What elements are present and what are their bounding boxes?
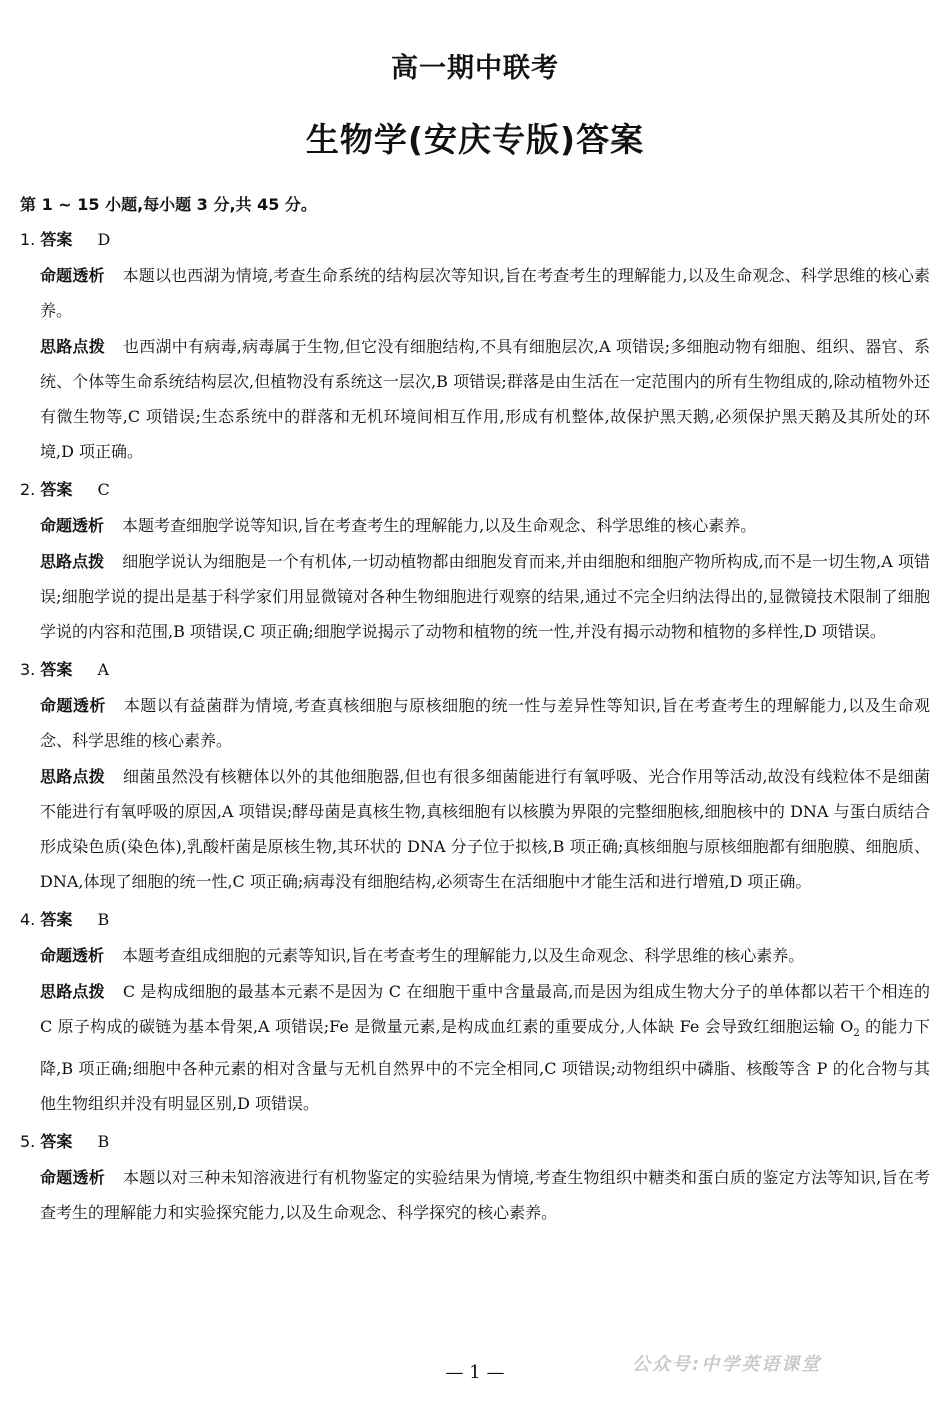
question-1-header (20, 227, 930, 250)
analysis-text-part-a: C 是构成细胞的最基本元素不是因为 C 在细胞干重中含量最高,而是因为组成生物大分子的单体都以若干个相连的 C 原子构成的碳链为基本骨架,A 项错误;Fe 是微量元素,是构成血红素的重要成分,人体缺 Fe 会导致红细胞运输 O (40, 982, 930, 1036)
question-4-analysis (20, 974, 930, 1121)
subscript-2: 2 (853, 1028, 860, 1040)
intent-text: 本题考查组成细胞的元素等知识,旨在考查考生的理解能力,以及生命观念、科学思维的核心素养。 (122, 946, 805, 965)
section-intro: 第 1 ~ 15 小题,每小题 3 分,共 45 分。 (20, 195, 317, 214)
answer-label: 答案 (40, 910, 73, 929)
answer-value: B (97, 1132, 110, 1152)
question-3-header (20, 657, 930, 680)
analysis-label: 思路点拨 (40, 552, 105, 571)
question-2-analysis (20, 544, 930, 649)
answer-content (20, 192, 930, 1231)
intent-label: 命题透析 (40, 946, 105, 965)
intent-label: 命题透析 (40, 1168, 106, 1188)
analysis-label: 思路点拨 (40, 982, 105, 1001)
answer-value: B (97, 910, 110, 929)
question-number: 1. (20, 230, 36, 249)
intent-label: 命题透析 (40, 516, 105, 535)
question-3-intent (20, 688, 930, 758)
question-2-intent (20, 508, 930, 543)
question-1-analysis (20, 329, 930, 469)
question-number: 5. (20, 1132, 36, 1152)
question-number: 4. (20, 910, 36, 929)
page-number: — 1 — (445, 1362, 505, 1383)
watermark: 公众号:中学英语课堂 (632, 1354, 822, 1375)
answer-value: D (97, 230, 111, 249)
question-4-intent (20, 938, 930, 973)
page-subtitle: 生物学(安庆专版)答案 (305, 120, 645, 159)
intent-text: 本题以也西湖为情境,考查生命系统的结构层次等知识,旨在考查考生的理解能力,以及生命观念、科学思维的核心素养。 (40, 266, 930, 320)
analysis-text: 细胞学说认为细胞是一个有机体,一切动植物都由细胞发育而来,并由细胞和细胞产物所构成,而不是一切生物,A 项错误;细胞学说的提出是基于科学家们用显微镜对各种生物细胞进行观察的结果,通过不完全归纳法得出的,显微镜技术限制了细胞学说的内容和范围,B 项错误,C 项正确;细胞学说揭示了动物和植物的统一性,并没有揭示动物和植物的多样性,D 项错误。 (40, 552, 930, 641)
analysis-text-part-b: 的能力下降,B 项正确;细胞中各种元素的相对含量与无机自然界中的不完全相同,C 项错误;动物组织中磷脂、核酸等含 P 的化合物与其他生物组织并没有明显区别,D 项错误。 (40, 1017, 930, 1114)
answer-label: 答案 (40, 660, 73, 679)
question-5-intent (20, 1160, 930, 1230)
question-3-analysis (20, 759, 930, 899)
intent-text: 本题以有益菌群为情境,考查真核细胞与原核细胞的统一性与差异性等知识,旨在考查考生的理解能力,以及生命观念、科学思维的核心素养。 (40, 696, 930, 750)
answer-value: C (97, 480, 110, 499)
intent-label: 命题透析 (40, 266, 105, 285)
answer-label: 答案 (40, 230, 73, 249)
answer-label: 答案 (40, 480, 73, 499)
question-2-header (20, 477, 930, 500)
question-number: 3. (20, 660, 36, 679)
question-number: 2. (20, 480, 36, 499)
analysis-text: 细菌虽然没有核糖体以外的其他细胞器,但也有很多细菌能进行有氧呼吸、光合作用等活动,故没有线粒体不是细菌不能进行有氧呼吸的原因,A 项错误;酵母菌是真核生物,真核细胞有以核膜为界限的完整细胞核,细胞核中的 DNA 与蛋白质结合形成染色质(染色体),乳酸杆菌是原核生物,其环状的 DNA 分子位于拟核,B 项正确;真核细胞与原核细胞都有细胞膜、细胞质、DNA,体现了细胞的统一性,C 项正确;病毒没有细胞结构,必须寄生在活细胞中才能生活和进行增殖,D 项正确。 (40, 767, 930, 891)
intent-label: 命题透析 (40, 696, 106, 715)
answer-value: A (97, 660, 110, 679)
question-4-header (20, 907, 930, 930)
analysis-label: 思路点拨 (40, 767, 106, 786)
intent-text: 本题考查细胞学说等知识,旨在考查考生的理解能力,以及生命观念、科学思维的核心素养。 (122, 516, 757, 535)
page-title: 高一期中联考 (391, 53, 559, 84)
question-5-header (20, 1129, 930, 1152)
intent-text: 本题以对三种未知溶液进行有机物鉴定的实验结果为情境,考查生物组织中糖类和蛋白质的鉴定方法等知识,旨在考查考生的理解能力和实验探究能力,以及生命观念、科学探究的核心素养。 (40, 1168, 930, 1223)
analysis-text: 也西湖中有病毒,病毒属于生物,但它没有细胞结构,不具有细胞层次,A 项错误;多细胞动物有细胞、组织、器官、系统、个体等生命系统结构层次,但植物没有系统这一层次,B 项错误;群落是由生活在一定范围内的所有生物组成的,除动植物外还有微生物等,C 项错误;生态系统中的群落和无机环境间相互作用,形成有机整体,故保护黑天鹅,必须保护黑天鹅及其所处的环境,D 项正确。 (40, 337, 930, 461)
analysis-label: 思路点拨 (40, 337, 105, 356)
answer-label: 答案 (40, 1132, 73, 1152)
question-1-intent (20, 258, 930, 328)
